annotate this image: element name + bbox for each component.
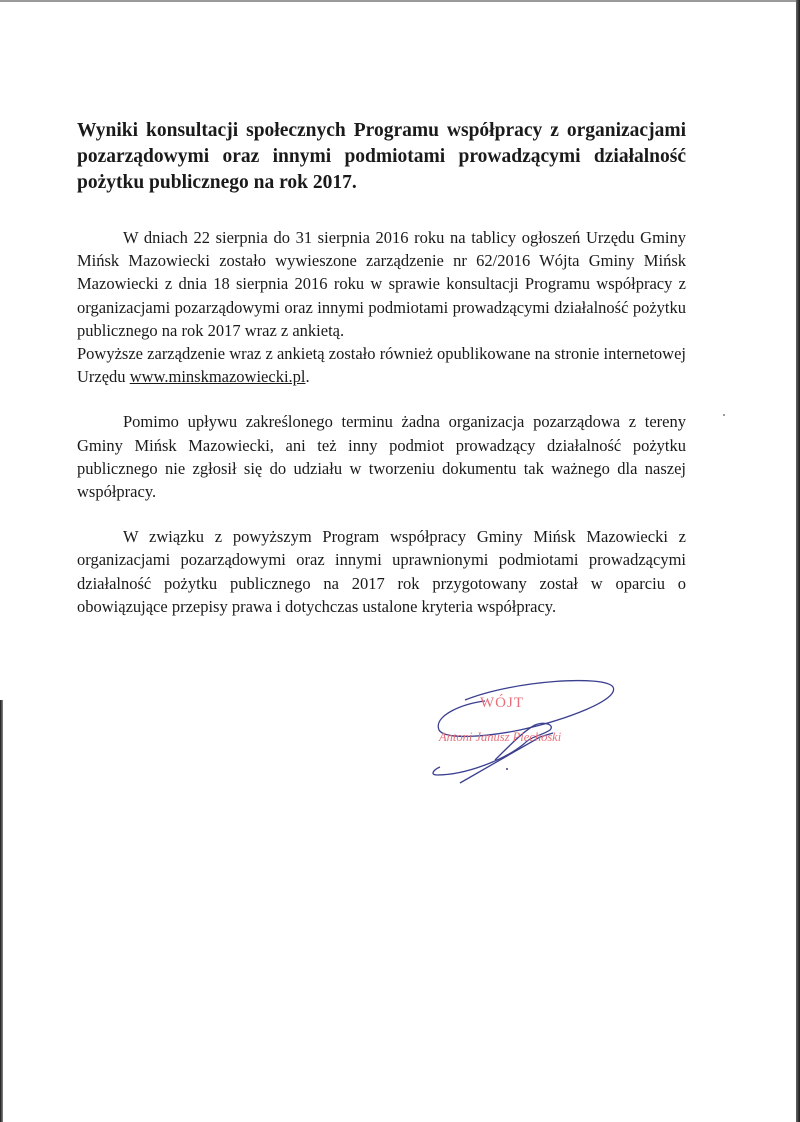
paragraph-consultation-notice: W dniach 22 sierpnia do 31 sierpnia 2016 roku na tablicy ogłoszeń Urzędu Gminy Mińsk Mazowiecki zostało wywieszone zarządzenie nr 62/2016 Wójta Gminy Mińsk Mazowiecki z dnia 18 sierpnia 2016 roku w sprawie konsultacji Programu współpracy z organizacjami pozarządowymi oraz innymi podmiotami prowadzącymi działalność pożytku publicznego na rok 2017 wraz z ankietą. [77, 228, 686, 340]
paragraph-publication-notice [77, 342, 686, 388]
paragraph-conclusion: W związku z powyższym Program współpracy Gminy Mińsk Mazowiecki z organizacjami pozarządowymi oraz innymi uprawnionymi podmiotami prowadzącymi działalność pożytku publicznego na 2017 rok przygotowany został w oparciu o obowiązujące przepisy prawa i dotychczas ustalone kryteria współpracy. [77, 527, 686, 616]
stamp-name: Antoni Janusz Piechoski [439, 730, 562, 744]
paragraph-no-participation: Pomimo upływu zakreślonego terminu żadna organizacja pozarządowa z tereny Gminy Mińsk Mazowiecki, ani też inny podmiot prowadzący działalność pożytku publicznego nie zgłosił się do udziału w tworzeniu dokumentu tak ważnego dla naszej współpracy. [77, 412, 686, 502]
publication-text-end: . [305, 367, 310, 387]
document-title: Wyniki konsultacji społecznych Programu współpracy z organizacjami pozarządowymi oraz innymi podmiotami prowadzącymi działalność pożytku publicznego na rok 2017. [77, 120, 686, 193]
scan-edge-left [0, 700, 3, 1122]
scan-edge-top [0, 0, 800, 2]
publication-text: Powyższe zarządzenie wraz z ankietą zostało również opublikowane na stronie internetowej Urzędu [77, 344, 686, 387]
document-page [77, 118, 686, 618]
scan-speck [723, 414, 725, 416]
stamp-title: WÓJT [480, 695, 524, 711]
scan-edge-right [796, 0, 800, 1122]
signature-block [425, 675, 625, 790]
website-link[interactable]: www.minskmazowiecki.pl [129, 367, 306, 387]
